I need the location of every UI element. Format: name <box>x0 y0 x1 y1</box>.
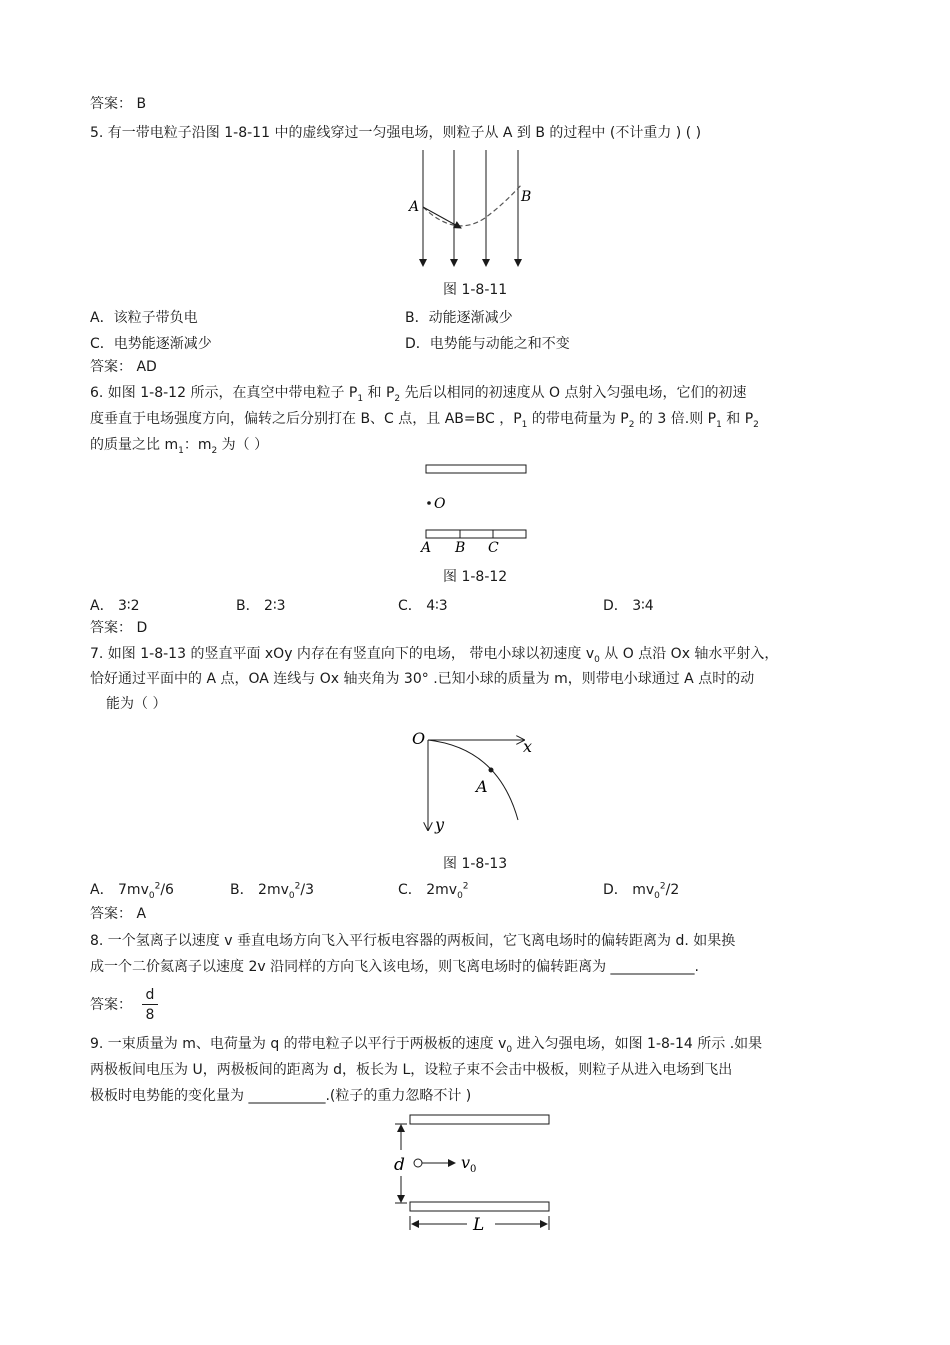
q8-answer-fraction <box>142 986 158 1025</box>
label-b: B <box>521 189 532 205</box>
label-c: C <box>488 540 499 556</box>
q7-answer: 答案： A <box>90 906 147 922</box>
figure-1-8-13 <box>408 726 548 838</box>
lower-plate <box>410 1202 549 1211</box>
q7-line-3: 能为（ ） <box>106 696 167 712</box>
q5-answer: 答案： AD <box>90 359 157 375</box>
q8-line-1: 8. 一个氢离子以速度 v 垂直电场方向飞入平行板电容器的两板间，它飞离电场时的偏转距离为 d. 如果换 <box>90 933 736 949</box>
q5-option-d: D．电势能与动能之和不变 <box>405 336 570 352</box>
q7-option-a: A． $7mv_0^2/6$ <box>90 881 174 901</box>
q7-option-b: B． $2mv_0^2/3$ <box>230 881 314 901</box>
q6-answer: 答案： D <box>90 620 148 636</box>
figure-1-8-11 <box>400 148 540 270</box>
figure-1-8-14 <box>385 1110 560 1235</box>
particle-path <box>423 184 522 226</box>
q8-answer-label: 答案： <box>90 997 132 1013</box>
label-v: $v_0$ <box>461 1153 477 1175</box>
q6-option-b: B． 2∶3 <box>236 598 286 614</box>
label-l: L <box>473 1215 485 1235</box>
q6-option-d: D． 3∶4 <box>603 598 654 614</box>
label-o: O <box>434 496 446 512</box>
q7-option-c: C． $2mv_0^2$ <box>398 881 469 901</box>
label-x: x <box>523 737 533 756</box>
lower-plate <box>426 530 526 538</box>
label-a: A <box>421 540 432 556</box>
answer-q4: 答案： B <box>90 96 147 112</box>
q5-option-b: B．动能逐渐减少 <box>405 310 513 326</box>
upper-plate <box>426 465 526 473</box>
fraction-numerator: d <box>142 986 158 1005</box>
q6-line-3: 的质量之比 $m_1$：$m_2$ 为（ ） <box>90 437 269 456</box>
label-a: A <box>409 199 420 215</box>
caption-1-8-11: 图 1-8-11 <box>443 282 508 298</box>
q6-line-2: 度垂直于电场强度方向，偏转之后分别打在 B、C 点，且 AB=BC ，$P_1$ 的带电荷量为 $P_2$ 的 3 倍.则 $P_1$ 和 $P_2$ <box>90 411 759 430</box>
point-o <box>427 501 431 505</box>
caption-1-8-13: 图 1-8-13 <box>443 856 508 872</box>
label-d: d <box>394 1155 405 1175</box>
particle <box>414 1159 422 1167</box>
label-a: A <box>476 777 488 796</box>
q9-line-1: 9. 一束质量为 m、电荷量为 q 的带电粒子以平行于两极板的速度 $v_0$ 进入匀强电场，如图 1-8-14 所示 .如果 <box>90 1036 763 1055</box>
q7-line-2: 恰好通过平面中的 A 点，OA 连线与 Ox 轴夹角为 30° .已知小球的质量为 m，则带电小球通过 A 点时的动 <box>90 671 755 687</box>
velocity-arrow <box>423 207 461 228</box>
label-b: B <box>455 540 466 556</box>
q5-option-c: C．电势能逐渐减少 <box>90 336 212 352</box>
label-y: y <box>435 815 445 834</box>
trajectory <box>428 740 518 820</box>
label-o: O <box>412 729 426 748</box>
q7-line-1: 7. 如图 1-8-13 的竖直平面 xOy 内存在有竖直向下的电场， 带电小球以初速度 $v_0$ 从 O 点沿 Ox 轴水平射入， <box>90 646 779 665</box>
fraction-denominator: 8 <box>145 1007 155 1023</box>
q6-option-a: A． 3∶2 <box>90 598 140 614</box>
q7-option-d: D． $mv_0^2/2$ <box>603 881 680 901</box>
caption-1-8-12: 图 1-8-12 <box>443 569 508 585</box>
q6-option-c: C． 4∶3 <box>398 598 448 614</box>
upper-plate <box>410 1115 549 1124</box>
q5-text: 5. 有一带电粒子沿图 1-8-11 中的虚线穿过一匀强电场，则粒子从 A 到 B 的过程中 (不计重力 ) ( ) <box>90 125 702 141</box>
point-a <box>489 768 494 773</box>
q5-option-a: A．该粒子带负电 <box>90 310 198 326</box>
q9-line-2: 两极板间电压为 U，两极板间的距离为 d，板长为 L，设粒子束不会击中极板，则粒子从进入电场到飞出 <box>90 1062 733 1078</box>
q8-line-2: 成一个二价氦离子以速度 2v 沿同样的方向飞入该电场，则飞离电场时的偏转距离为 ____________. <box>90 959 699 975</box>
figure-1-8-12 <box>418 462 538 556</box>
q6-line-1: 6. 如图 1-8-12 所示，在真空中带电粒子 $P_1$ 和 $P_2$ 先后以相同的初速度从 O 点射入匀强电场，它们的初速 <box>90 385 747 404</box>
q9-line-3: 极板时电势能的变化量为 ___________.(粒子的重力忽略不计 ) <box>90 1088 472 1104</box>
